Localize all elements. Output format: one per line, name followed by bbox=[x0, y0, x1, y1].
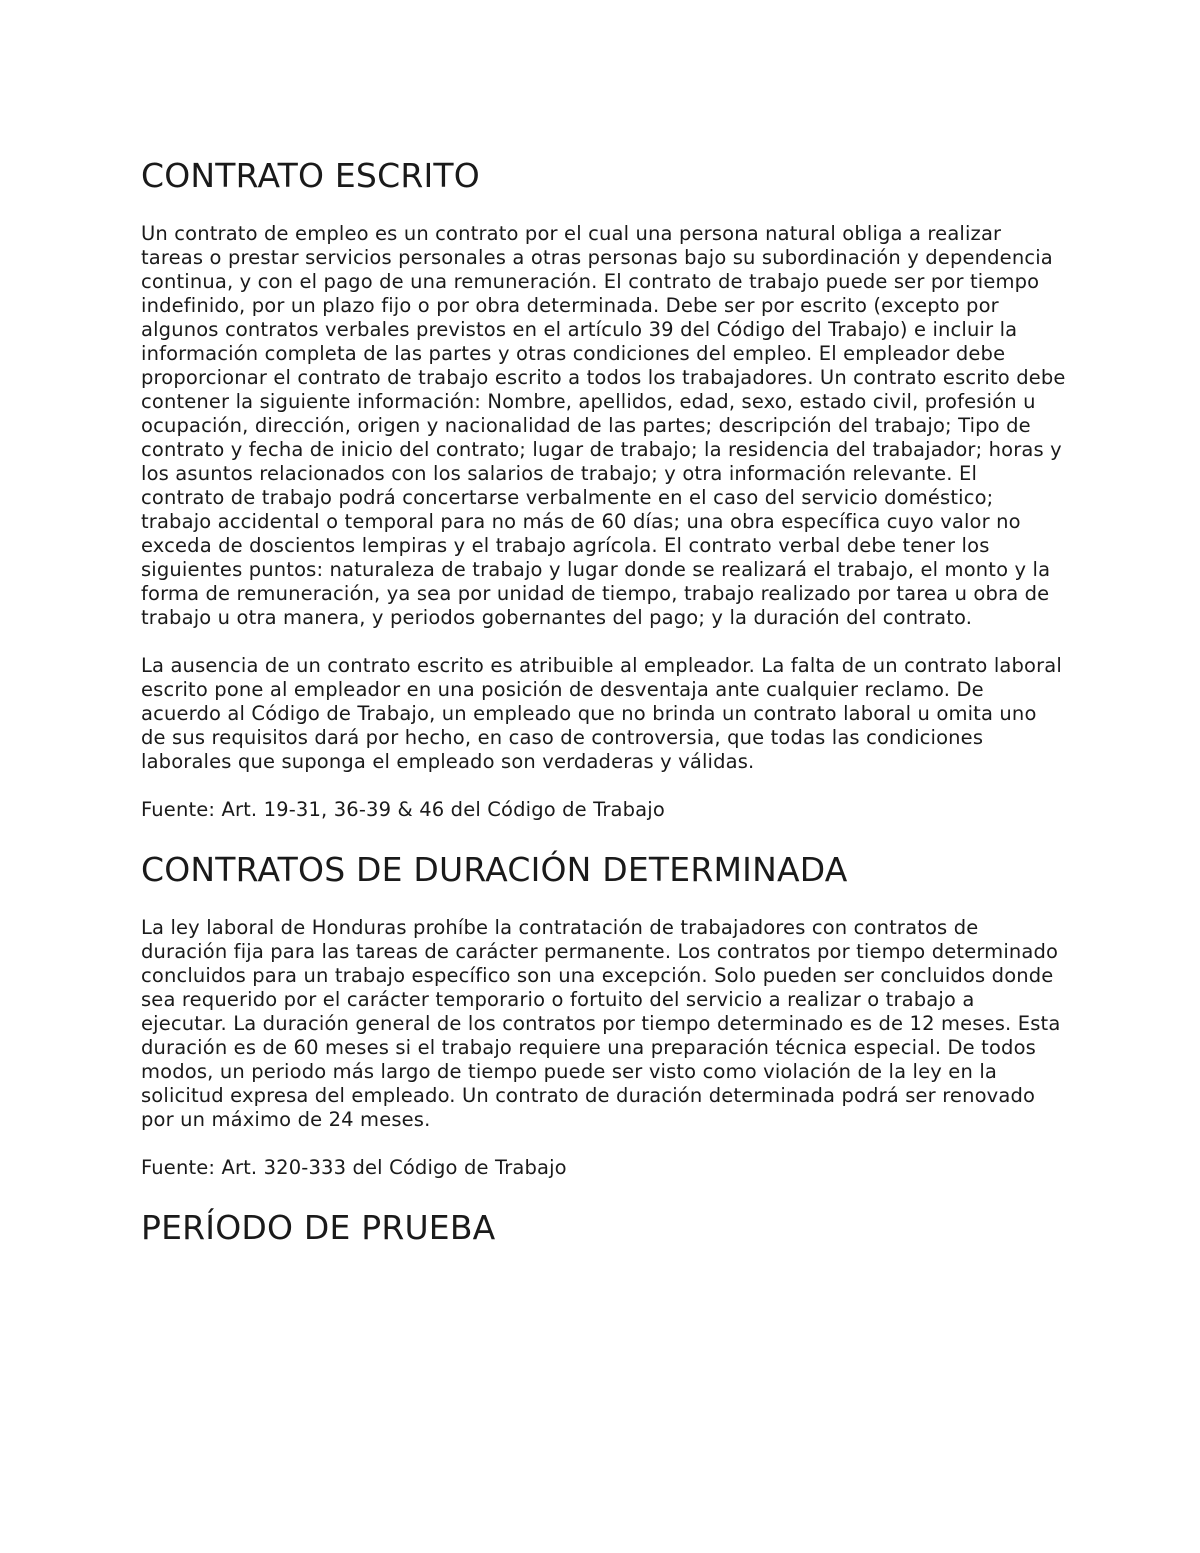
section-heading-periodo-de-prueba: PERÍODO DE PRUEBA bbox=[141, 1208, 496, 1247]
paragraph-duracion-determinada-1: La ley laboral de Honduras prohíbe la contratación de trabajadores con contratos de duración fija para las tareas de carácter permanente. Los contratos por tiempo determinado concluidos para un trabajo específico son una excepción. Solo pueden ser concluidos donde sea requerido por el carácter temporario o fortuito del servicio a realizar o trabajo a ejecutar. La duración general de los contratos por tiempo determinado es de 12 meses. Esta duración es de 60 meses si el trabajo requiere una preparación técnica especial. De todos modos, un periodo más largo de tiempo puede ser visto como violación de la ley en la solicitud expresa del empleado. Un contrato de duración determinada podrá ser renovado por un máximo de 24 meses. bbox=[141, 916, 1061, 1131]
paragraph-contrato-escrito-2: La ausencia de un contrato escrito es atribuible al empleador. La falta de un contrato laboral escrito pone al empleador en una posición de desventaja ante cualquier reclamo. De acuerdo al Código de Trabajo, un empleado que no brinda un contrato laboral u omita uno de sus requisitos dará por hecho, en caso de controversia, que todas las condiciones laborales que suponga el empleado son verdaderas y válidas. bbox=[141, 654, 1062, 773]
section-heading-duracion-determinada: CONTRATOS DE DURACIÓN DETERMINADA bbox=[141, 850, 848, 889]
document-page bbox=[141, 152, 1066, 1274]
section-heading-contrato-escrito: CONTRATO ESCRITO bbox=[141, 156, 480, 195]
source-citation-contrato-escrito: Fuente: Art. 19-31, 36-39 & 46 del Código de Trabajo bbox=[141, 798, 665, 821]
paragraph-contrato-escrito-1: Un contrato de empleo es un contrato por el cual una persona natural obliga a realizar tareas o prestar servicios personales a otras personas bajo su subordinación y dependencia continua, y con el pago de una remuneración. El contrato de trabajo puede ser por tiempo indefinido, por un plazo fijo o por obra determinada. Debe ser por escrito (excepto por algunos contratos verbales previstos en el artículo 39 del Código del Trabajo) e incluir la información completa de las partes y otras condiciones del empleo. El empleador debe proporcionar el contrato de trabajo escrito a todos los trabajadores. Un contrato escrito debe contener la siguiente información: Nombre, apellidos, edad, sexo, estado civil, profesión u ocupación, dirección, origen y nacionalidad de las partes; descripción del trabajo; Tipo de contrato y fecha de inicio del contrato; lugar de trabajo; la residencia del trabajador; horas y los asuntos relacionados con los salarios de trabajo; y otra información relevante. El contrato de trabajo podrá concertarse verbalmente en el caso del servicio doméstico; trabajo accidental o temporal para no más de 60 días; una obra específica cuyo valor no exceda de doscientos lempiras y el trabajo agrícola. El contrato verbal debe tener los siguientes puntos: naturaleza de trabajo y lugar donde se realizará el trabajo, el monto y la forma de remuneración, ya sea por unidad de tiempo, trabajo realizado por tarea u obra de trabajo u otra manera, y periodos gobernantes del pago; y la duración del contrato. bbox=[141, 222, 1066, 629]
source-citation-duracion-determinada: Fuente: Art. 320-333 del Código de Trabajo bbox=[141, 1156, 567, 1179]
